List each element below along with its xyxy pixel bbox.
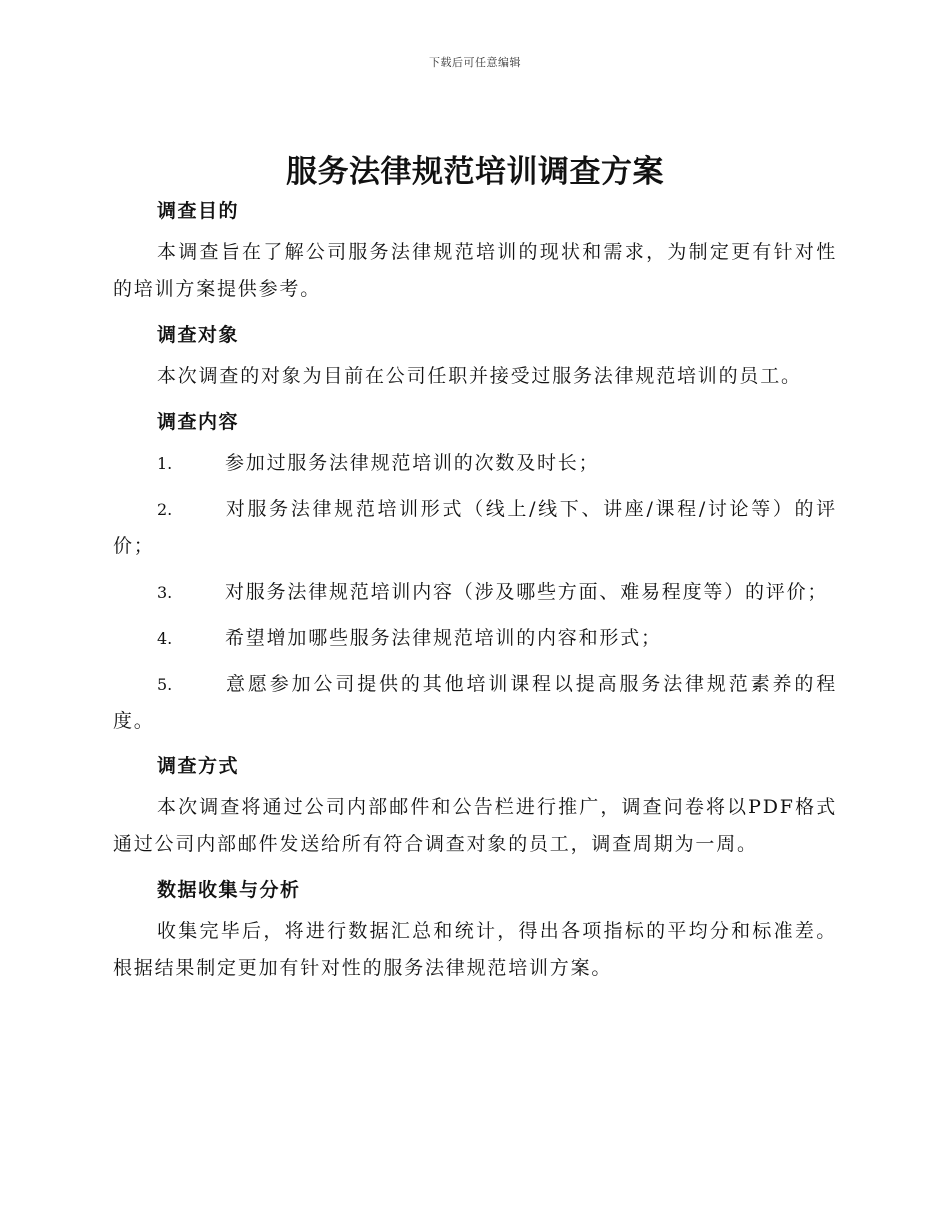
section-text-analysis: 收集完毕后，将进行数据汇总和统计，得出各项指标的平均分和标准差。根据结果制定更加有针对性的服务法律规范培训方案。 bbox=[113, 920, 837, 979]
list-item-text: 意愿参加公司提供的其他培训课程以提高服务法律规范素养的程度。 bbox=[113, 673, 837, 732]
document-title: 服务法律规范培训调查方案 bbox=[286, 154, 664, 190]
section-text-purpose: 本调查旨在了解公司服务法律规范培训的现状和需求，为制定更有针对性的培训方案提供参考。 bbox=[113, 241, 837, 300]
section-text-method: 本次调查将通过公司内部邮件和公告栏进行推广，调查问卷将以PDF格式通过公司内部邮件发送给所有符合调查对象的员工，调查周期为一周。 bbox=[113, 796, 837, 855]
section-heading-purpose: 调查目的 bbox=[157, 200, 240, 222]
section-heading-target: 调查对象 bbox=[157, 324, 240, 346]
list-item-text: 希望增加哪些服务法律规范培训的内容和形式； bbox=[225, 627, 662, 649]
list-item bbox=[113, 574, 837, 611]
list-item-number: 3. bbox=[157, 583, 173, 602]
list-item bbox=[113, 445, 837, 482]
list-item-number: 5. bbox=[157, 675, 173, 694]
list-item bbox=[113, 666, 837, 740]
list-item-text: 对服务法律规范培训内容（涉及哪些方面、难易程度等）的评价； bbox=[225, 581, 829, 603]
section-text-target: 本次调查的对象为目前在公司任职并接受过服务法律规范培训的员工。 bbox=[157, 365, 802, 387]
list-item-text: 对服务法律规范培训形式（线上/线下、讲座/课程/讨论等）的评价； bbox=[113, 498, 837, 557]
list-item-number: 2. bbox=[157, 500, 173, 519]
section-heading-analysis: 数据收集与分析 bbox=[157, 879, 301, 901]
section-heading-content: 调查内容 bbox=[157, 411, 240, 433]
list-item-text: 参加过服务法律规范培训的次数及时长； bbox=[225, 452, 600, 474]
list-item bbox=[113, 491, 837, 565]
list-item-number: 4. bbox=[157, 629, 173, 648]
section-heading-method: 调查方式 bbox=[157, 755, 240, 777]
document-body bbox=[113, 194, 837, 997]
list-item-number: 1. bbox=[157, 454, 173, 473]
header-note: 下载后可任意编辑 bbox=[429, 56, 521, 69]
list-item bbox=[113, 620, 837, 657]
